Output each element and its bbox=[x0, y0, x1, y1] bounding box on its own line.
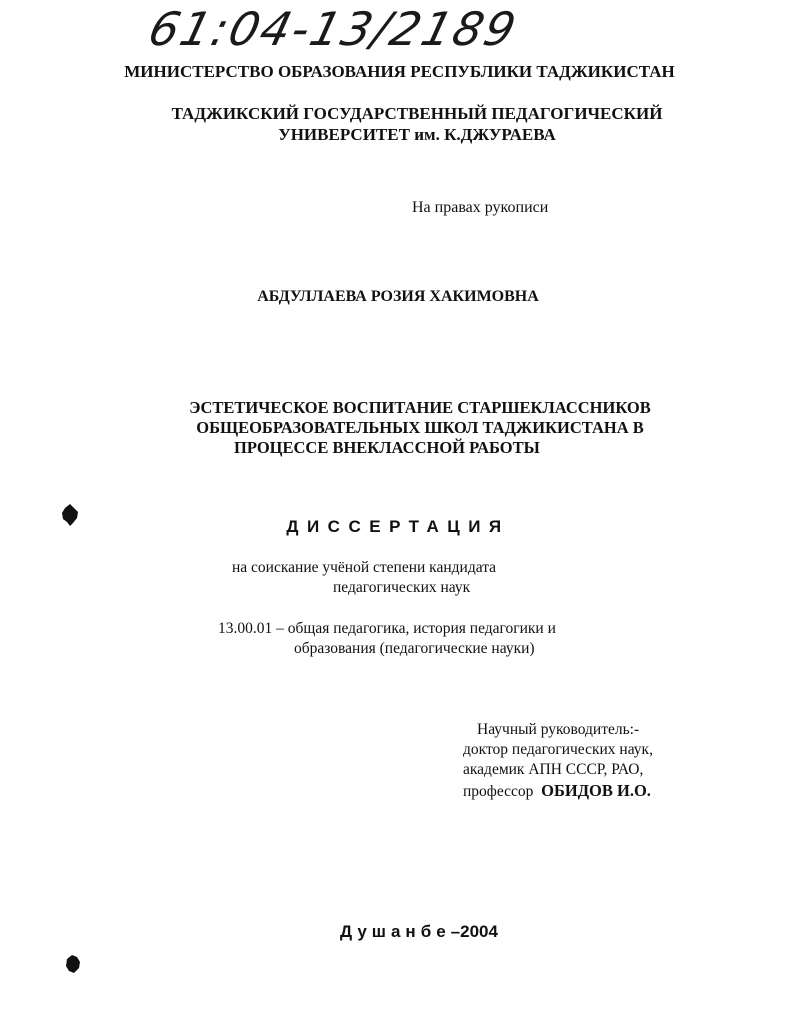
punch-hole-mark-icon bbox=[64, 954, 82, 974]
handwritten-archive-code: 61:04-13/2189 bbox=[143, 2, 523, 56]
ministry-heading: МИНИСТЕРСТВО ОБРАЗОВАНИЯ РЕСПУБЛИКИ ТАДЖИКИСТАН bbox=[124, 62, 675, 81]
punch-hole-mark-icon bbox=[60, 503, 80, 527]
author-name: АБДУЛЛАЕВА РОЗИЯ ХАКИМОВНА bbox=[257, 288, 539, 305]
specialty-line1: 13.00.01 – общая педагогика, история педагогики и bbox=[218, 620, 556, 637]
degree-line1: на соискание учёной степени кандидата bbox=[232, 559, 497, 576]
document-type-heading: ДИССЕРТАЦИЯ bbox=[286, 517, 510, 536]
supervisor-name: ОБИДОВ И.О. bbox=[541, 781, 651, 800]
university-heading-line1: ТАДЖИКСКИЙ ГОСУДАРСТВЕННЫЙ ПЕДАГОГИЧЕСКИЙ bbox=[171, 104, 663, 123]
city-year-footer bbox=[0, 922, 799, 942]
university-heading-line2: УНИВЕРСИТЕТ им. К.ДЖУРАЕВА bbox=[278, 125, 556, 144]
degree-line2: педагогических наук bbox=[333, 579, 471, 596]
thesis-title-line2: ОБЩЕОБРАЗОВАТЕЛЬНЫХ ШКОЛ ТАДЖИКИСТАНА В bbox=[196, 418, 644, 437]
city-name: Душанбе bbox=[340, 922, 451, 941]
thesis-title-line3: ПРОЦЕССЕ ВНЕКЛАССНОЙ РАБОТЫ bbox=[234, 438, 540, 457]
year: 2004 bbox=[460, 922, 498, 941]
supervisor-academic-title: академик АПН СССР, РАО, bbox=[463, 761, 644, 778]
specialty-line2: образования (педагогические науки) bbox=[294, 640, 535, 657]
supervisor-degree: доктор педагогических наук, bbox=[463, 741, 653, 758]
thesis-title-line1: ЭСТЕТИЧЕСКОЕ ВОСПИТАНИЕ СТАРШЕКЛАССНИКОВ bbox=[189, 398, 651, 417]
footer-dash: – bbox=[450, 922, 461, 941]
supervisor-label: Научный руководитель:- bbox=[477, 721, 640, 738]
supervisor-position-line bbox=[463, 781, 651, 801]
supervisor-position: профессор bbox=[463, 783, 534, 800]
manuscript-rights-note: На правах рукописи bbox=[412, 199, 549, 216]
